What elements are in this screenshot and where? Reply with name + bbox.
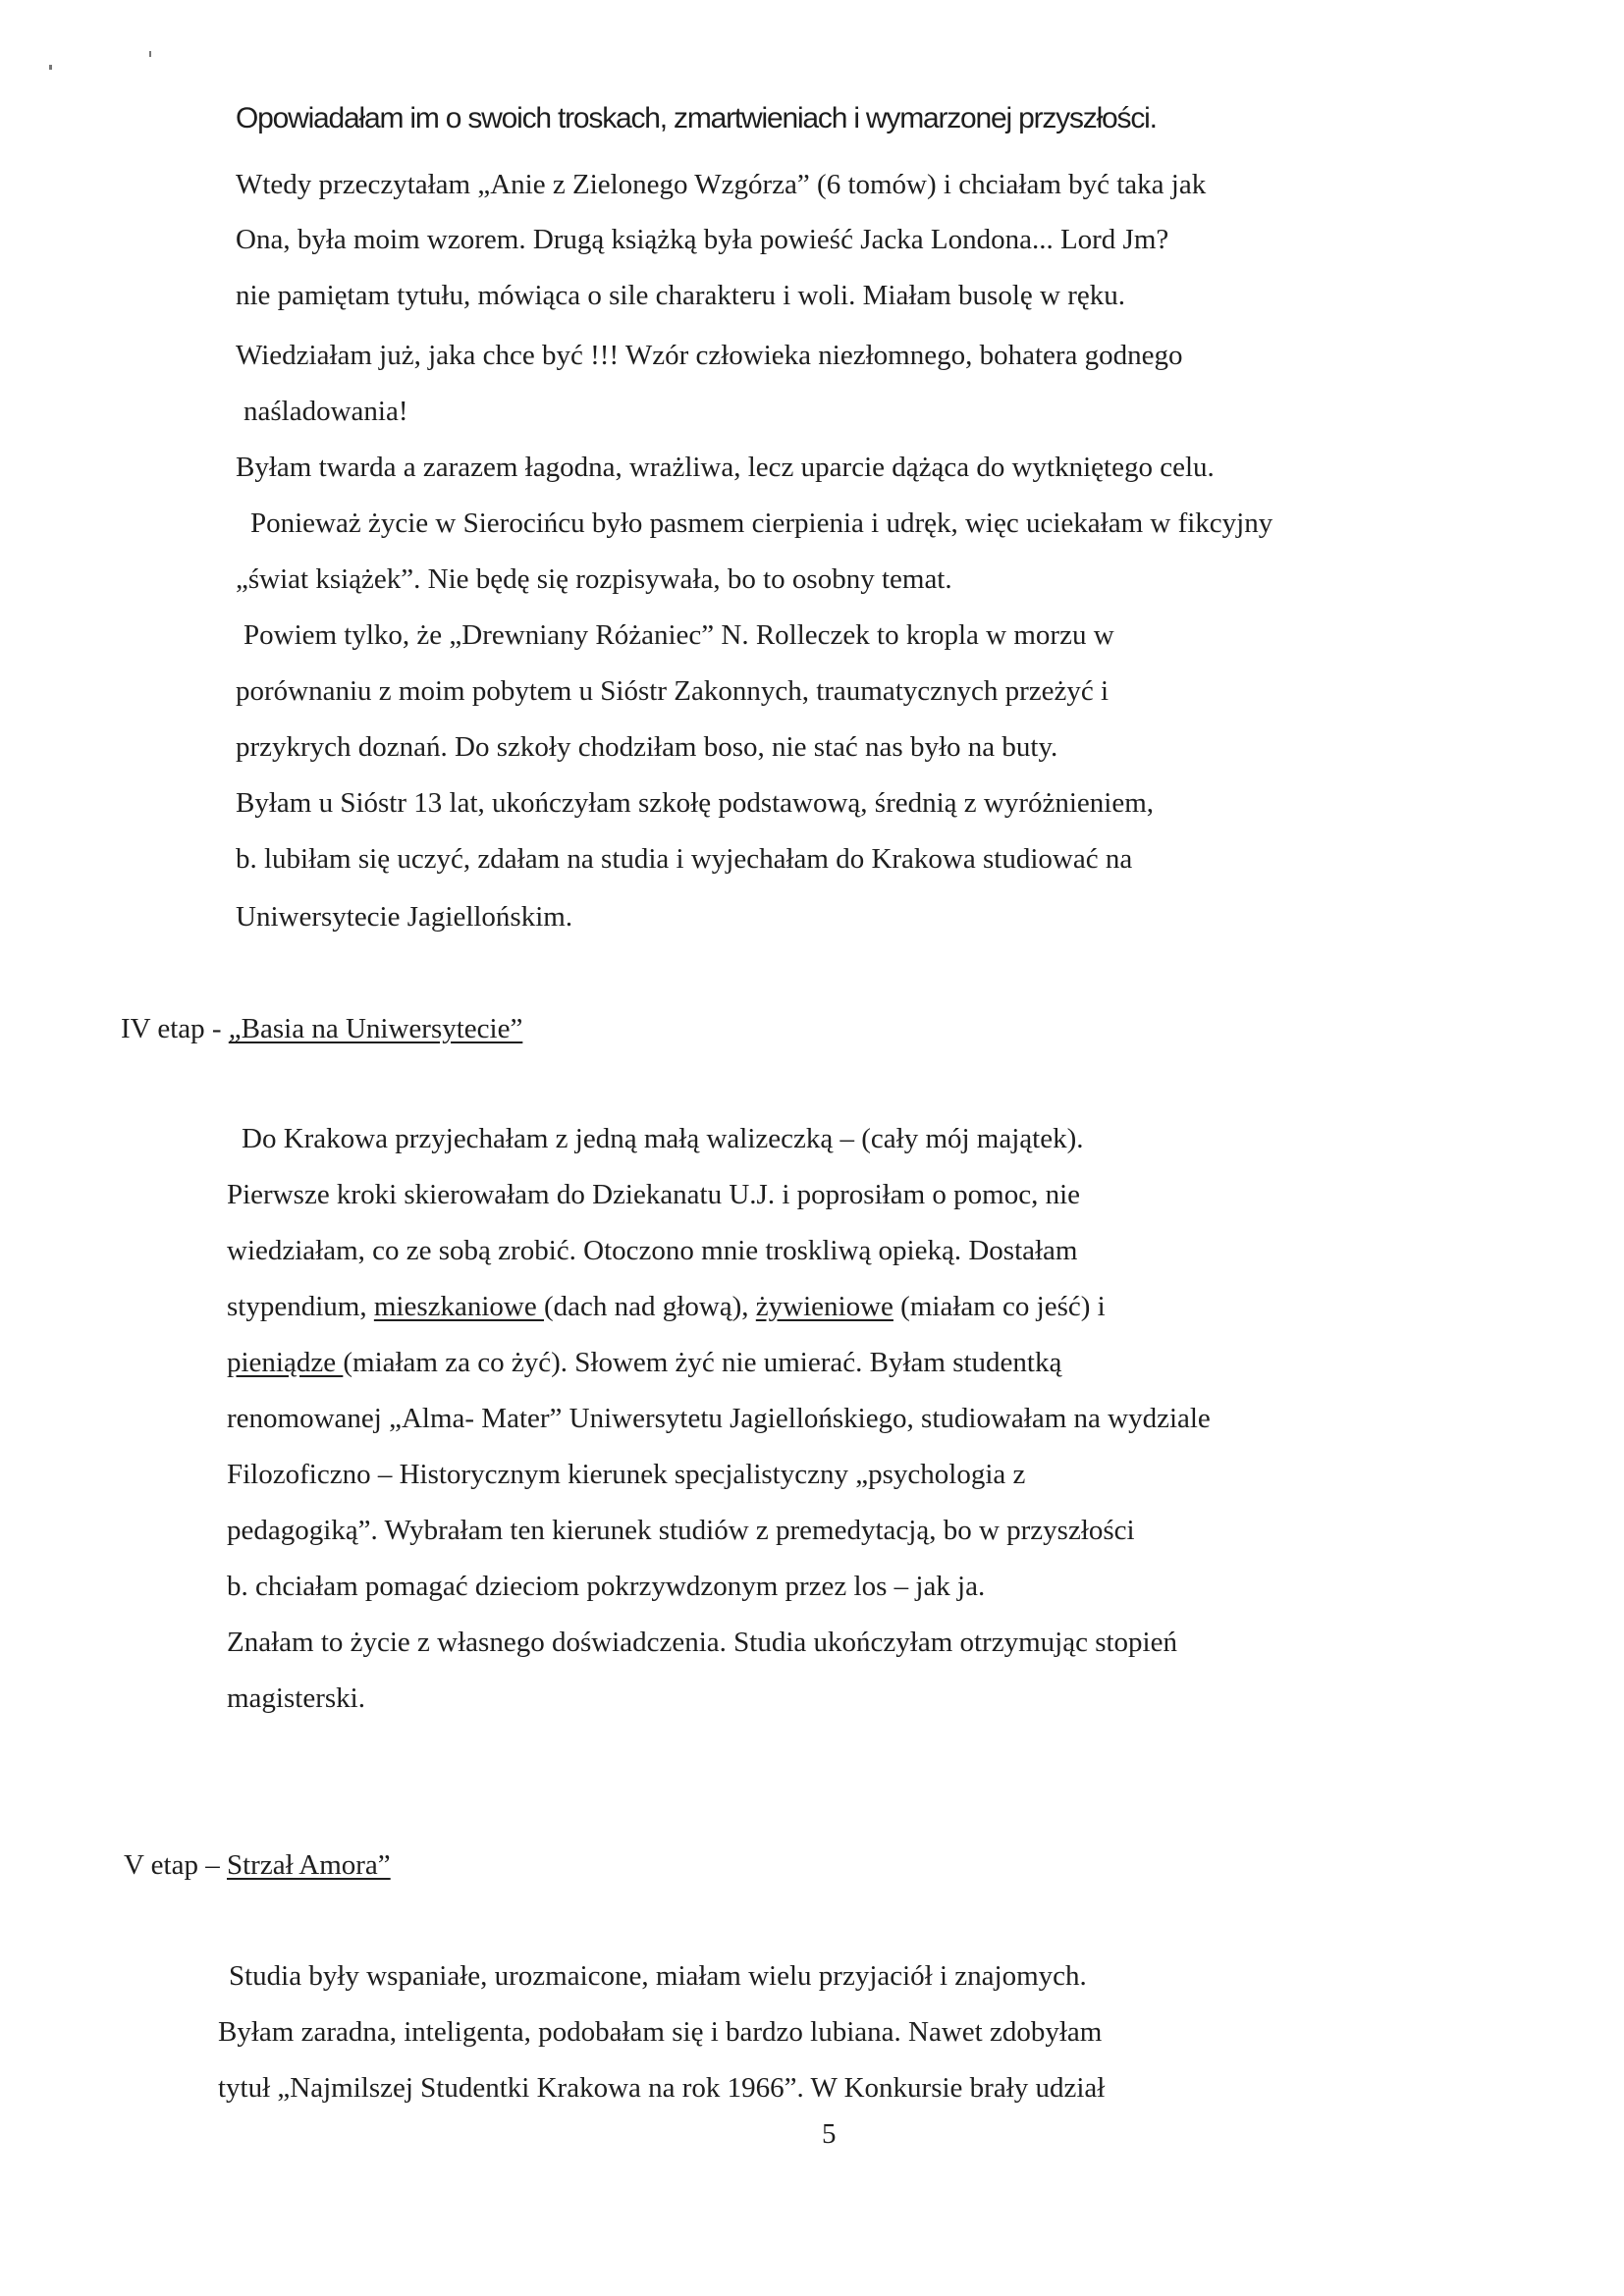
text-line: magisterski. (227, 1682, 365, 1714)
text-line: przykrych doznań. Do szkoły chodziłam boso, nie stać nas było na buty. (236, 731, 1058, 763)
text-line (227, 1345, 1061, 1380)
text-line (227, 1289, 1106, 1324)
text-line: wiedziałam, co ze sobą zrobić. Otoczono mnie troskliwą opieką. Dostałam (227, 1235, 1078, 1266)
text-line: Ponieważ życie w Sierocińcu było pasmem cierpienia i udręk, więc uciekałam w fikcyjny (250, 507, 1273, 539)
text-line: Ona, była moim wzorem. Drugą książką była powieść Jacka Londona... Lord Jm? (236, 224, 1169, 255)
section-heading-title: Strzał Amora” (226, 1849, 391, 1881)
scan-speck (149, 51, 151, 57)
text-line: renomowanej „Alma- Mater” Uniwersytetu Jagiellońskiego, studiowałam na wydziale (227, 1403, 1211, 1434)
text-line: Byłam twarda a zarazem łagodna, wrażliwa, lecz uparcie dążąca do wytkniętego celu. (236, 452, 1215, 483)
text-line: nie pamiętam tytułu, mówiąca o sile charakteru i woli. Miałam busolę w ręku. (236, 280, 1125, 311)
text-line: b. lubiłam się uczyć, zdałam na studia i wyjechałam do Krakowa studiować na (236, 843, 1133, 875)
page-number: 5 (822, 2118, 837, 2150)
section-heading (121, 1011, 522, 1046)
text-line: Pierwsze kroki skierowałam do Dziekanatu U.J. i poprosiłam o pomoc, nie (227, 1179, 1080, 1210)
underlined-term: mieszkaniowe (373, 1291, 544, 1322)
text-line: b. chciałam pomagać dzieciom pokrzywdzonym przez los – jak ja. (227, 1571, 986, 1602)
text-span: (miałam za co żyć). Słowem żyć nie umierać. Byłam studentką (343, 1347, 1062, 1378)
text-line: „świat książek”. Nie będę się rozpisywała, bo to osobny temat. (236, 563, 952, 595)
underlined-term: pieniądze (227, 1347, 344, 1378)
text-line: Znałam to życie z własnego doświadczenia. Studia ukończyłam otrzymując stopień (227, 1627, 1177, 1658)
section-heading-title: „Basia na Uniwersytecie” (228, 1013, 523, 1044)
text-line: porównaniu z moim pobytem u Sióstr Zakonnych, traumatycznych przeżyć i (236, 675, 1110, 707)
text-line: Powiem tylko, że „Drewniany Różaniec” N. Rolleczek to kropla w morzu w (244, 619, 1114, 651)
section-heading-prefix: V etap – (124, 1849, 227, 1881)
text-line: Wiedziałam już, jaka chce być !!! Wzór człowieka niezłomnego, bohatera godnego (236, 340, 1183, 371)
text-span: (miałam co jeść) i (893, 1291, 1106, 1322)
text-line: naśladowania! (244, 396, 408, 427)
text-line: Do Krakowa przyjechałam z jedną małą walizeczką – (cały mój majątek). (242, 1123, 1084, 1154)
text-line: Uniwersytecie Jagiellońskim. (236, 901, 573, 933)
section-heading (124, 1847, 391, 1883)
text-span: (dach nad głową), (543, 1291, 756, 1322)
text-line: Byłam u Sióstr 13 lat, ukończyłam szkołę podstawową, średnią z wyróżnieniem, (236, 787, 1155, 819)
text-line: Wtedy przeczytałam „Anie z Zielonego Wzgórza” (6 tomów) i chciałam być taka jak (236, 169, 1207, 200)
text-line: Studia były wspaniałe, urozmaicone, miałam wielu przyjaciół i znajomych. (229, 1960, 1087, 1992)
section-heading-prefix: IV etap - (121, 1013, 229, 1044)
underlined-term: żywieniowe (755, 1291, 893, 1322)
text-line: tytuł „Najmilszej Studentki Krakowa na rok 1966”. W Konkursie brały udział (218, 2072, 1106, 2104)
scan-speck (49, 65, 52, 70)
text-span: stypendium, (227, 1291, 374, 1322)
text-line: Filozoficzno – Historycznym kierunek specjalistyczny „psychologia z (227, 1459, 1026, 1490)
text-line: pedagogiką”. Wybrałam ten kierunek studiów z premedytacją, bo w przyszłości (227, 1515, 1135, 1546)
text-line: Opowiadałam im o swoich troskach, zmartwieniach i wymarzonej przyszłości. (236, 102, 1157, 134)
text-line: Byłam zaradna, inteligenta, podobałam się i bardzo lubiana. Nawet zdobyłam (218, 2016, 1103, 2048)
